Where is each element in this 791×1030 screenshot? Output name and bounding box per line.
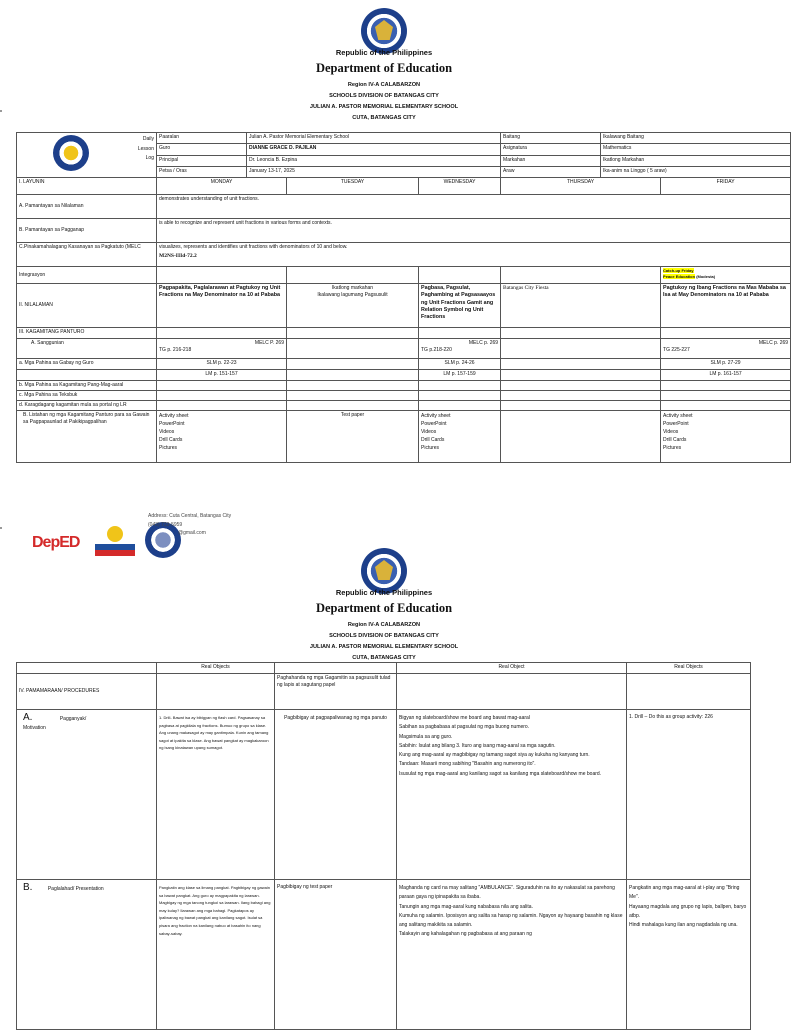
step-b-monday: Pangkatin ang klase sa limang pangkat. Pagbibigay ng gawain sa bawat pangkat. Ang guro ay magpapakita ng larawan. Magbigay ng mga tanong tungkol sa larawan. Ilang bahagi ang may kulay? Ilarawan ang mga bahagi. Pagkatapos ay ipaliwanag ng bawat pangkat ang kanilang sagot. Isulat sa pisara ang fraction na kanilang nabuo at basahin ito nang sabay-sabay. bbox=[157, 880, 275, 1030]
row-label: c. Mga Pahina sa Teksbuk bbox=[17, 391, 157, 401]
division-label: SCHOOLS DIVISION OF BATANGAS CITY bbox=[329, 93, 439, 99]
listahan-monday-item: PowerPoint bbox=[159, 421, 185, 427]
day-wednesday: WEDNESDAY bbox=[419, 178, 501, 195]
info-label: Petsa / Oras bbox=[157, 166, 247, 177]
pamantayan-pagganap-label: B. Pamantayan sa Pagganap bbox=[17, 219, 157, 243]
step-b-friday: Pangkatin ang mga mag-aaral at i-play ang "Bring Me". Hayaang magdala ang grupo ng lapis, ballpen, baryo atbp. Hindi mahalaga kung ilan ang nagdadala ng una. bbox=[627, 880, 751, 1030]
info-value-2: Ikalawang Baitang bbox=[601, 133, 791, 144]
listahan-friday-item: Videos bbox=[663, 429, 679, 435]
real-objects-friday: Real Objects bbox=[627, 663, 751, 674]
department-label: Department of Education bbox=[315, 61, 453, 75]
procedures-label: IV. PAMAMARAAN/ PROCEDURES bbox=[17, 674, 157, 710]
row-monday: SLM p. 22-23 bbox=[157, 359, 287, 370]
info-label: Guro bbox=[157, 144, 247, 155]
row-label: b. Mga Pahina sa Kagamitang Pang-Mag-aaral bbox=[17, 381, 157, 391]
row-monday: LM p. 151-157 bbox=[157, 370, 287, 381]
info-label: Principal bbox=[157, 155, 247, 166]
row-wednesday: SLM p. 24-26 bbox=[419, 359, 501, 370]
melc-value: visualizes, represents and identifies unit fractions with denominators of 10 and below. bbox=[159, 244, 348, 250]
republic-label: Republic of the Philippines bbox=[335, 588, 433, 597]
row-label: d. Karagdagang kagamitan mula sa portal ng LR bbox=[17, 401, 157, 411]
step-a-label: Pagganyak/ bbox=[59, 716, 87, 722]
listahan-monday-item: Activity sheet bbox=[159, 413, 189, 419]
tuesday-prep: Paghahanda ng mga Gagamitin sa pagsusulit tulad ng lapis at sagutang papel bbox=[275, 674, 397, 710]
info-value: January 13-17, 2025 bbox=[247, 166, 501, 177]
footer-contact bbox=[148, 512, 231, 538]
listahan-friday-item: Drill Cards bbox=[663, 437, 687, 443]
info-value-2: Ikatlong Markahan bbox=[601, 155, 791, 166]
nilalaman-wednesday: Pagbasa, Pagsulat, Paghambing at Pagsasaayos ng Unit Fractions Gamit ang Relation Symbol ng Unit Fractions bbox=[419, 284, 501, 328]
footer-phone: (043) 723-5959 bbox=[148, 521, 183, 528]
ref-friday-melc: MELC p. 269 bbox=[758, 340, 789, 346]
listahan-friday-item: PowerPoint bbox=[663, 421, 689, 427]
layunin-label: I. LAYUNIN bbox=[17, 178, 157, 195]
procedures-table bbox=[16, 662, 751, 1030]
listahan-friday-item: Activity sheet bbox=[663, 413, 693, 419]
step-a-tuesday: Pagbibigay at pagpapaliwanag ng mga panuto bbox=[275, 710, 397, 880]
footer-address: Address: Cuta Central, Batangas City bbox=[148, 513, 232, 519]
letterhead-top bbox=[0, 8, 768, 121]
listahan-wednesday-item: Activity sheet bbox=[421, 413, 451, 419]
listahan-friday-item: Pictures bbox=[663, 445, 682, 451]
info-value-2: Mathematics bbox=[601, 144, 791, 155]
region-label: Region IV-A CALABARZON bbox=[347, 622, 421, 628]
listahan-wednesday-item: Drill Cards bbox=[421, 437, 445, 443]
nilalaman-thursday: Batangas City Fiesta bbox=[501, 284, 661, 328]
nilalaman-monday: Pagpapakita, Paglalarawan at Pagtukoy ng Unit Fractions na May Denominator na 10 at Pababa bbox=[157, 284, 287, 328]
step-a-label-2: Motivation bbox=[23, 724, 46, 731]
ref-monday-melc: MELC P. 269 bbox=[254, 340, 284, 346]
real-objects-monday: Real Objects bbox=[157, 663, 275, 674]
step-b-letter: B. bbox=[23, 882, 33, 893]
listahan-tuesday: Test paper bbox=[287, 411, 419, 463]
nilalaman-label: II. NILALAMAN bbox=[17, 284, 157, 328]
kagamitan-label: III. KAGAMITANG PANTURO bbox=[17, 328, 157, 339]
row-wednesday: LM p. 157-159 bbox=[419, 370, 501, 381]
day-thursday: THURSDAY bbox=[501, 178, 661, 195]
city-label: CUTA, BATANGAS CITY bbox=[352, 115, 416, 121]
footer-email: @gmail.com bbox=[178, 530, 206, 536]
listahan-wednesday-item: Pictures bbox=[421, 445, 440, 451]
row-friday: SLM p. 27-29 bbox=[661, 359, 791, 370]
info-label: Paaralan bbox=[157, 133, 247, 144]
dll-title-1: Daily bbox=[142, 136, 154, 142]
nilalaman-friday: Pagtukoy ng Ibang Fractions na Mas Mababa sa Isa at May Denominators na 10 at Pababa bbox=[661, 284, 791, 328]
step-a-letter: A. bbox=[23, 712, 33, 723]
catch-up-friday-label: Catch-up Friday bbox=[663, 268, 694, 273]
listahan-monday-item: Pictures bbox=[159, 445, 178, 451]
nilalaman-tuesday: Ikatlong markahan Ikalawang lagumang Pagsusulit bbox=[287, 284, 419, 328]
melc-label: C.Pinakamahalagang Kasanayan sa Pagkatuto (MELC bbox=[17, 243, 157, 267]
listahan-monday-item: Drill Cards bbox=[159, 437, 183, 443]
school-label: JULIAN A. PASTOR MEMORIAL ELEMENTARY SCHOOL bbox=[309, 644, 459, 650]
deped-logo-icon: DepED bbox=[32, 534, 80, 551]
ref-friday-tg: TG 225-227 bbox=[663, 346, 690, 353]
row-friday: LM p. 161-157 bbox=[661, 370, 791, 381]
row-label: a. Mga Pahina sa Gabay ng Guro bbox=[17, 359, 157, 370]
margin-dot bbox=[0, 527, 2, 529]
school-label: JULIAN A. PASTOR MEMORIAL ELEMENTARY SCHOOL bbox=[309, 104, 459, 110]
day-tuesday: TUESDAY bbox=[287, 178, 419, 195]
ref-monday-tg: TG p. 216-218 bbox=[159, 346, 192, 353]
dll-title-2: Lesson bbox=[137, 145, 154, 152]
row-label bbox=[17, 370, 157, 381]
letterhead-bottom bbox=[0, 548, 768, 661]
day-friday: FRIDAY bbox=[661, 178, 791, 195]
department-label: Department of Education bbox=[315, 601, 453, 615]
real-object-wednesday: Real Object bbox=[397, 663, 627, 674]
school-logo-cell bbox=[17, 133, 157, 178]
info-value: Julian A. Pastor Memorial Elementary School bbox=[247, 133, 501, 144]
melc-code: M2NS-IIId-72.2 bbox=[159, 252, 197, 259]
listahan-monday-item: Videos bbox=[159, 429, 175, 435]
day-monday: MONDAY bbox=[157, 178, 287, 195]
info-label-2: Markahan bbox=[501, 155, 601, 166]
pamantayan-nilalaman-label: A. Pamantayan sa Nilalaman bbox=[17, 195, 157, 219]
step-b-tuesday: Pagbibigay ng test paper bbox=[275, 880, 397, 1030]
school-logo-icon bbox=[53, 135, 89, 171]
teacher-name: DIANNE GRACE D. PAJILAN bbox=[247, 144, 501, 155]
step-a-friday: 1. Drill – Do this as group activity: 226 bbox=[627, 710, 751, 880]
pamantayan-nilalaman-value: demonstrates understanding of unit fractions. bbox=[157, 195, 791, 219]
integrasyon-label: Integrasyon bbox=[17, 267, 157, 284]
listahan-wednesday-item: PowerPoint bbox=[421, 421, 447, 427]
republic-label: Republic of the Philippines bbox=[335, 48, 433, 57]
region-label: Region IV-A CALABARZON bbox=[347, 82, 421, 88]
info-value: Dr. Leoncia B. Ezpina bbox=[247, 155, 501, 166]
step-b-wednesday: Maghanda ng card na may salitang "AMBULANCE". Siguraduhin na ito ay nakasulat sa parehong paraan gaya ng ipinapakita sa ibaba. Tanungin ang mga mag-aaral kung nababasa nila ang salita. Kumuha ng salamin. Iposisyon ang salita sa harap ng salamin. Ngayon ay hayaang basahin ng klase ang salitang makikita sa salamin. Talakayin ang kahalagahan ng pagbabasa at ang paraan ng bbox=[397, 880, 627, 1030]
dll-title-3: Log bbox=[145, 155, 154, 161]
ref-wednesday-tg: TG p.218-220 bbox=[421, 346, 452, 353]
ref-wednesday-melc: MELC p. 269 bbox=[468, 340, 499, 346]
city-label: CUTA, BATANGAS CITY bbox=[352, 655, 416, 661]
margin-dot bbox=[0, 110, 2, 112]
division-label: SCHOOLS DIVISION OF BATANGAS CITY bbox=[329, 633, 439, 639]
info-label-2: Araw bbox=[501, 166, 601, 177]
step-a-wednesday: Bigyan ng slateboard/show me board ang bawat mag-aaral Sabihan sa pagbabasa at pagsulat ng mga buong numero. Magsimula sa ang guro. Sabihin: Isulat ang bilang 3. Ituro ang isang mag-aaral sa mga sagutin. Kung ang mag-aaral ay magbibigay ng tamang sagot siya ay kukuha ng kanyang turn. Tandaan: Masarii mong sabihing "Basahin ang numerong ito". Isusulat ng mga mag-aaral ang kanilang sagot sa kanilang mga slateboard/show me board. bbox=[397, 710, 627, 880]
dll-table bbox=[16, 132, 791, 463]
modesta-label: (Modesta) bbox=[696, 273, 716, 279]
sanggunian-label: A. Sanggunian bbox=[17, 339, 157, 359]
info-value-2: Ika-anim na Linggo ( 5 araw) bbox=[601, 166, 791, 177]
info-label-2: Baitang bbox=[501, 133, 601, 144]
listahan-wednesday-item: Videos bbox=[421, 429, 437, 435]
listahan-label: B. Listahan ng mga Kagamitang Panturo para sa Gawain sa Pagpapaunlad at Pakikipagpalihan bbox=[17, 411, 157, 463]
peace-education-label: Peace Education bbox=[663, 273, 696, 279]
step-a-monday: 1. Drill- Bawat isa ay bibigyan ng flash card. Pagsasanay sa pagbasa at pagkilala ng fractions. Bumuo ng grupo sa klase. Ang unang makasagot ay may gantimpala. Kunin ang tamang sagot at ipakita sa klase. Ang bawat pangkat ay magkakaroon ng isang kinatawan upang sumagot. bbox=[157, 710, 275, 880]
step-b-label: Paglalahad/ Presentation bbox=[47, 886, 104, 892]
info-label-2: Asignatura bbox=[501, 144, 601, 155]
pamantayan-pagganap-value: is able to recognize and represent unit fractions in various forms and contexts. bbox=[157, 219, 791, 243]
